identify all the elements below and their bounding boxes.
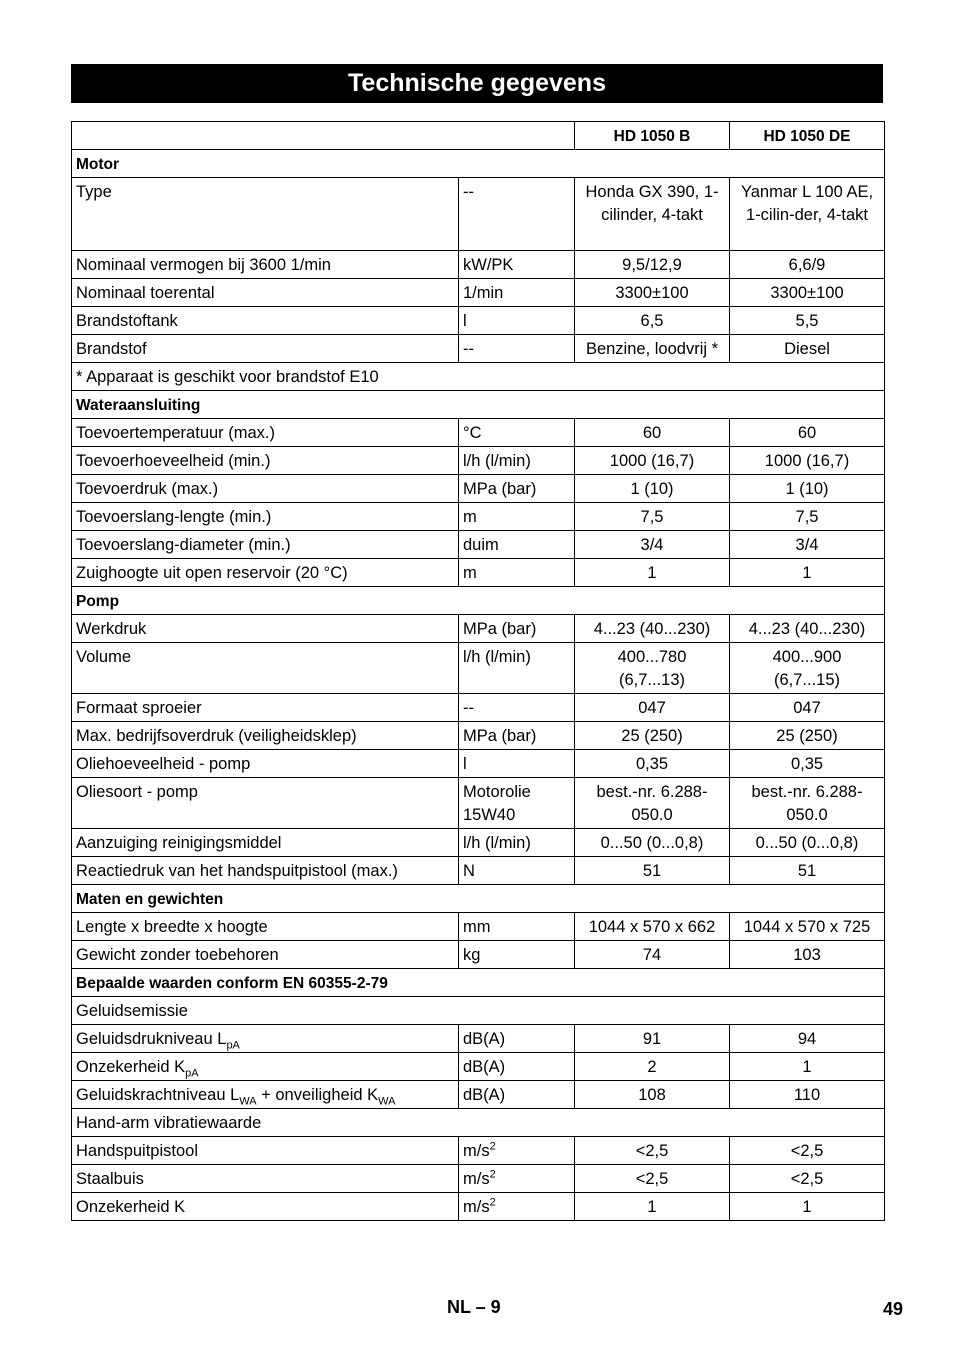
row-value-b: Benzine, loodvrij * bbox=[575, 335, 730, 363]
table-row bbox=[72, 1165, 885, 1193]
row-value-de: 0,35 bbox=[730, 750, 885, 778]
row-unit: m bbox=[459, 559, 575, 587]
row-value-b: 2 bbox=[575, 1053, 730, 1081]
row-value-b: 400...780 (6,7...13) bbox=[575, 643, 730, 694]
table-row bbox=[72, 694, 885, 722]
row-unit: dB(A) bbox=[459, 1081, 575, 1109]
table-row bbox=[72, 857, 885, 885]
row-value-b: 1000 (16,7) bbox=[575, 447, 730, 475]
row-unit: Motorolie 15W40 bbox=[459, 778, 575, 829]
row-value-b: 91 bbox=[575, 1025, 730, 1053]
section-heading-dimensions: Maten en gewichten bbox=[72, 885, 885, 913]
row-unit: -- bbox=[459, 178, 575, 251]
table-row bbox=[72, 559, 885, 587]
row-label: Toevoertemperatuur (max.) bbox=[72, 419, 459, 447]
row-label: Nominaal vermogen bij 3600 1/min bbox=[72, 251, 459, 279]
row-unit: 1/min bbox=[459, 279, 575, 307]
row-value-b: 74 bbox=[575, 941, 730, 969]
row-label: Nominaal toerental bbox=[72, 279, 459, 307]
row-label: Formaat sproeier bbox=[72, 694, 459, 722]
table-row bbox=[72, 251, 885, 279]
row-unit: dB(A) bbox=[459, 1025, 575, 1053]
row-unit: mm bbox=[459, 913, 575, 941]
row-label: Reactiedruk van het handspuitpistool (max.) bbox=[72, 857, 459, 885]
row-value-de: 1000 (16,7) bbox=[730, 447, 885, 475]
row-unit: duim bbox=[459, 531, 575, 559]
row-value-de: 047 bbox=[730, 694, 885, 722]
row-value-b: 1044 x 570 x 662 bbox=[575, 913, 730, 941]
row-value-de: 7,5 bbox=[730, 503, 885, 531]
table-row bbox=[72, 941, 885, 969]
row-value-de: 3/4 bbox=[730, 531, 885, 559]
row-unit: $m/s^2$ bbox=[459, 1193, 575, 1221]
row-value-de: 1 (10) bbox=[730, 475, 885, 503]
row-label: Toevoerslang-lengte (min.) bbox=[72, 503, 459, 531]
row-value-de: 94 bbox=[730, 1025, 885, 1053]
row-label: Geluidskrachtniveau $L_{WA}$ + onveiligheid $K_{WA}$ bbox=[72, 1081, 459, 1109]
row-unit: l/h (l/min) bbox=[459, 447, 575, 475]
note-row bbox=[72, 363, 885, 391]
row-value-de: 4...23 (40...230) bbox=[730, 615, 885, 643]
row-unit: MPa (bar) bbox=[459, 615, 575, 643]
row-value-de: best.-nr. 6.288-050.0 bbox=[730, 778, 885, 829]
table-row bbox=[72, 750, 885, 778]
table-row bbox=[72, 307, 885, 335]
row-unit: °C bbox=[459, 419, 575, 447]
table-row bbox=[72, 722, 885, 750]
section-heading-pump: Pomp bbox=[72, 587, 885, 615]
header-model-b: HD 1050 B bbox=[575, 122, 730, 150]
row-value-de: 1 bbox=[730, 559, 885, 587]
row-label: Oliesoort - pomp bbox=[72, 778, 459, 829]
row-label: Aanzuiging reinigingsmiddel bbox=[72, 829, 459, 857]
row-label: Toevoerhoeveelheid (min.) bbox=[72, 447, 459, 475]
footer-page-number: 49 bbox=[883, 1299, 904, 1319]
section-heading-water: Wateraansluiting bbox=[72, 391, 885, 419]
row-value-b: 047 bbox=[575, 694, 730, 722]
table-header-row bbox=[72, 122, 885, 150]
subsection-row bbox=[72, 997, 885, 1025]
row-label: Max. bedrijfsoverdruk (veiligheidsklep) bbox=[72, 722, 459, 750]
table-row bbox=[72, 1053, 885, 1081]
subsection-row bbox=[72, 1109, 885, 1137]
row-value-de: 103 bbox=[730, 941, 885, 969]
row-value-de: 110 bbox=[730, 1081, 885, 1109]
row-unit: l bbox=[459, 307, 575, 335]
table-row bbox=[72, 447, 885, 475]
row-label: Type bbox=[72, 178, 459, 251]
spec-table bbox=[71, 121, 885, 1221]
table-row bbox=[72, 829, 885, 857]
row-label: Volume bbox=[72, 643, 459, 694]
table-row bbox=[72, 643, 885, 694]
row-value-de: 1 bbox=[730, 1053, 885, 1081]
row-label: Oliehoeveelheid - pomp bbox=[72, 750, 459, 778]
row-unit: -- bbox=[459, 694, 575, 722]
row-value-de: 60 bbox=[730, 419, 885, 447]
footer-language-page: NL – 9 bbox=[447, 1297, 501, 1317]
table-row bbox=[72, 531, 885, 559]
row-value-b: 4...23 (40...230) bbox=[575, 615, 730, 643]
page-title: Technische gegevens bbox=[71, 64, 883, 103]
row-value-b: 0...50 (0...0,8) bbox=[575, 829, 730, 857]
table-row bbox=[72, 475, 885, 503]
row-value-de: <2,5 bbox=[730, 1165, 885, 1193]
row-value-de: <2,5 bbox=[730, 1137, 885, 1165]
row-label: Werkdruk bbox=[72, 615, 459, 643]
row-unit: dB(A) bbox=[459, 1053, 575, 1081]
row-label: Toevoerslang-diameter (min.) bbox=[72, 531, 459, 559]
row-label: Geluidsdrukniveau $L_{pA}$ bbox=[72, 1025, 459, 1053]
row-unit: kg bbox=[459, 941, 575, 969]
row-label: Staalbuis bbox=[72, 1165, 459, 1193]
row-value-de: 25 (250) bbox=[730, 722, 885, 750]
table-row bbox=[72, 1137, 885, 1165]
row-value-b: 6,5 bbox=[575, 307, 730, 335]
row-value-b: 108 bbox=[575, 1081, 730, 1109]
row-label: Brandstoftank bbox=[72, 307, 459, 335]
row-value-b: 3/4 bbox=[575, 531, 730, 559]
table-row bbox=[72, 1025, 885, 1053]
row-unit: l/h (l/min) bbox=[459, 643, 575, 694]
row-label: Handspuitpistool bbox=[72, 1137, 459, 1165]
section-row bbox=[72, 150, 885, 178]
table-row bbox=[72, 335, 885, 363]
row-value-de: 400...900 (6,7...15) bbox=[730, 643, 885, 694]
row-value-b: 9,5/12,9 bbox=[575, 251, 730, 279]
row-unit: kW/PK bbox=[459, 251, 575, 279]
row-label: Onzekerheid $K_{pA}$ bbox=[72, 1053, 459, 1081]
header-empty bbox=[72, 122, 575, 150]
row-value-de: 1044 x 570 x 725 bbox=[730, 913, 885, 941]
row-label: Zuighoogte uit open reservoir (20 °C) bbox=[72, 559, 459, 587]
row-value-b: Honda GX 390, 1-cilinder, 4-takt bbox=[575, 178, 730, 251]
table-row bbox=[72, 615, 885, 643]
row-value-b: 1 bbox=[575, 559, 730, 587]
row-value-b: best.-nr. 6.288-050.0 bbox=[575, 778, 730, 829]
subsection-vibration: Hand-arm vibratiewaarde bbox=[72, 1109, 885, 1137]
table-row bbox=[72, 419, 885, 447]
row-unit: l/h (l/min) bbox=[459, 829, 575, 857]
row-value-b: 51 bbox=[575, 857, 730, 885]
fuel-note: * Apparaat is geschikt voor brandstof E10 bbox=[72, 363, 885, 391]
row-value-b: 3300±100 bbox=[575, 279, 730, 307]
row-unit: $m/s^2$ bbox=[459, 1137, 575, 1165]
row-value-de: Diesel bbox=[730, 335, 885, 363]
table-row bbox=[72, 279, 885, 307]
table-row bbox=[72, 503, 885, 531]
row-value-de: 1 bbox=[730, 1193, 885, 1221]
row-unit: MPa (bar) bbox=[459, 722, 575, 750]
row-value-b: 1 (10) bbox=[575, 475, 730, 503]
row-value-b: <2,5 bbox=[575, 1137, 730, 1165]
row-unit: $m/s^2$ bbox=[459, 1165, 575, 1193]
row-value-b: 25 (250) bbox=[575, 722, 730, 750]
section-row bbox=[72, 587, 885, 615]
row-unit: N bbox=[459, 857, 575, 885]
table-row bbox=[72, 778, 885, 829]
row-unit: m bbox=[459, 503, 575, 531]
row-value-de: 3300±100 bbox=[730, 279, 885, 307]
row-value-b: <2,5 bbox=[575, 1165, 730, 1193]
header-model-de: HD 1050 DE bbox=[730, 122, 885, 150]
row-label: Brandstof bbox=[72, 335, 459, 363]
row-value-b: 0,35 bbox=[575, 750, 730, 778]
table-row bbox=[72, 1193, 885, 1221]
row-value-de: 0...50 (0...0,8) bbox=[730, 829, 885, 857]
row-value-de: Yanmar L 100 AE, 1-cilin-der, 4-takt bbox=[730, 178, 885, 251]
row-value-de: 6,6/9 bbox=[730, 251, 885, 279]
row-value-b: 7,5 bbox=[575, 503, 730, 531]
row-unit: MPa (bar) bbox=[459, 475, 575, 503]
table-row bbox=[72, 1081, 885, 1109]
row-value-de: 51 bbox=[730, 857, 885, 885]
subsection-noise-emission: Geluidsemissie bbox=[72, 997, 885, 1025]
row-value-b: 1 bbox=[575, 1193, 730, 1221]
row-label: Onzekerheid K bbox=[72, 1193, 459, 1221]
row-value-b: 60 bbox=[575, 419, 730, 447]
section-row bbox=[72, 391, 885, 419]
row-label: Toevoerdruk (max.) bbox=[72, 475, 459, 503]
row-label: Gewicht zonder toebehoren bbox=[72, 941, 459, 969]
table-row bbox=[72, 913, 885, 941]
row-value-de: 5,5 bbox=[730, 307, 885, 335]
section-heading-measured-values: Bepaalde waarden conform EN 60355-2-79 bbox=[72, 969, 885, 997]
section-heading-motor: Motor bbox=[72, 150, 885, 178]
row-unit: l bbox=[459, 750, 575, 778]
table-row bbox=[72, 178, 885, 251]
section-row bbox=[72, 885, 885, 913]
row-unit: -- bbox=[459, 335, 575, 363]
row-label: Lengte x breedte x hoogte bbox=[72, 913, 459, 941]
section-row bbox=[72, 969, 885, 997]
